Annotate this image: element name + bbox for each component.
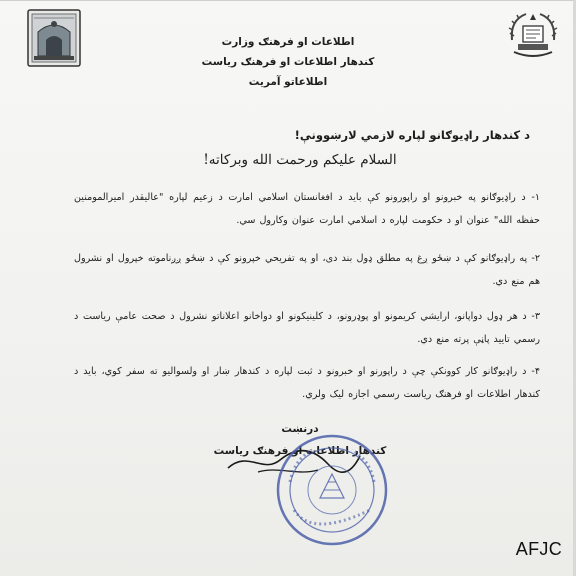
header-ministry: اطلاعات او فرهنګ وزارت <box>221 36 355 48</box>
directive-2: ۲- په راډیوګانو کې د ښځو ږغ په مطلق ډول بند دی، او په تفریحي خپرونو کې د ښځو ږږناموته خپرول او نشرول هم منع دي. <box>74 253 540 287</box>
letter-header <box>170 32 406 92</box>
directive-4: ۴- د راډیوګانو کار کوونکې چې د راپورنو او خبرونو د ثبت لپاره د کندهار ښار او ولسوالیو ته سفر کوي، باید د کندهار اطلاعات او فرهنګ ریاست رسمي اجازه لیک ولري. <box>74 366 540 400</box>
directive-3: ۳- د هر ډول دواپانو، ارایشي کریمونو او پوډرونو، د کلینیکونو او دواخانو اعلاناتو نشرول د صحت عامې ریاست د رسمي تایید پاڼې پرته منع دي. <box>74 311 540 345</box>
national-emblem-icon <box>504 6 562 64</box>
top-border <box>0 0 576 1</box>
header-department: اطلاعاتو آمریت <box>248 76 328 88</box>
ministry-logo-icon <box>24 6 84 70</box>
closing-signatory: کندهار اطلاعات او فرهنګ ریاست <box>213 445 387 457</box>
header-directorate: کندهار اطلاعات او فرهنګ ریاست <box>201 56 375 68</box>
directive-1: ۱- د راډیوګانو په خبرونو او راپورونو کې باید د افغانستان اسلامي امارت د زعیم لپاره "عالیقدر امیرالمومنین حفظه الله" عنوان او د حکومت لپاره د اسلامي امارت عنوان وکارول سي. <box>74 192 540 226</box>
letter-subject: د کندهار راډیوګانو لپاره لازمي لارښوونې! <box>294 128 530 142</box>
closing-regards: درنښت <box>281 423 319 435</box>
letter-greeting: السلام علیکم ورحمت الله وبرکاته! <box>203 152 397 168</box>
official-stamp-icon <box>272 430 392 550</box>
afjc-watermark: AFJC <box>515 539 562 559</box>
